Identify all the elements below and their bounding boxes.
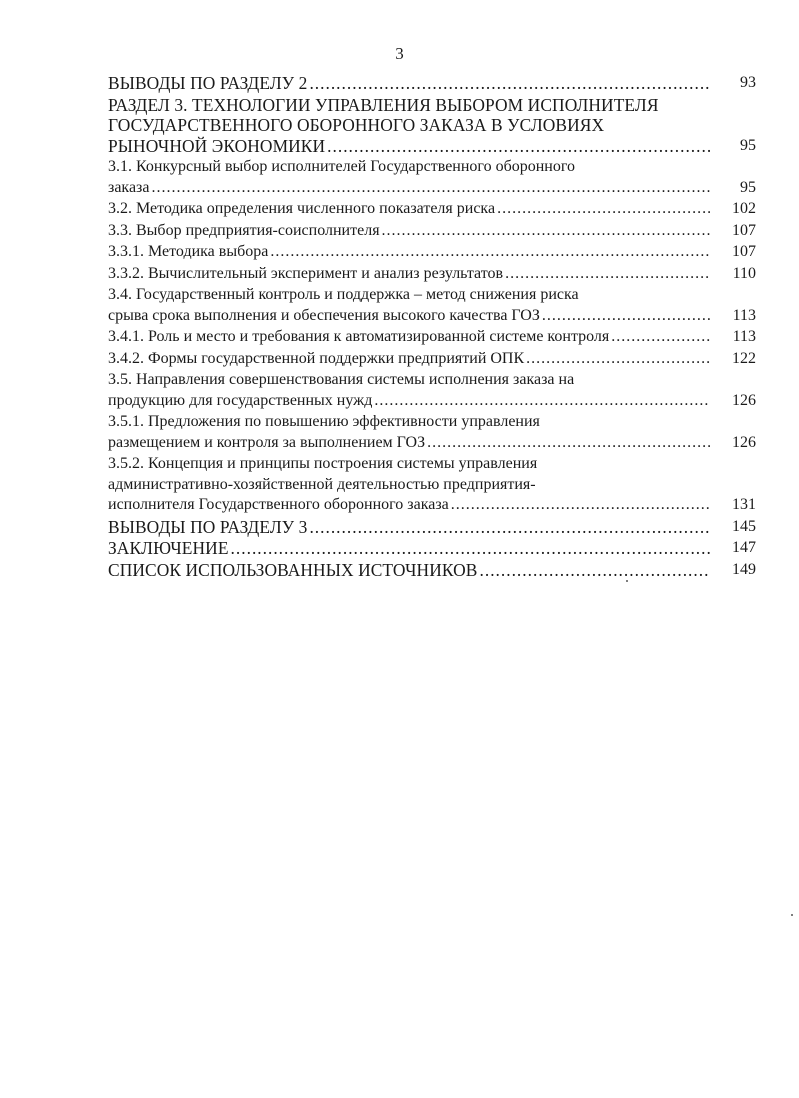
- toc-entry-line: [108, 73, 710, 94]
- dot-leader: [611, 327, 710, 348]
- dot-leader: [309, 517, 710, 538]
- dot-leader: [451, 495, 710, 516]
- toc-entry: [108, 199, 756, 220]
- toc-entry-page: 107: [732, 221, 756, 239]
- toc-entry-line: [108, 433, 710, 454]
- toc-entry-line: [108, 306, 710, 327]
- toc-entry-line-text: РАЗДЕЛ 3. ТЕХНОЛОГИИ УПРАВЛЕНИЯ ВЫБОРОМ ИСПОЛНИТЕЛЯ: [108, 94, 659, 115]
- toc-entry-line-text: ЗАКЛЮЧЕНИЕ: [108, 538, 229, 558]
- toc-entry-page: 126: [732, 391, 756, 409]
- toc-entry-page: 145: [732, 517, 756, 535]
- toc-entry-line-text: 3.3.2. Вычислительный эксперимент и анализ результатов: [108, 264, 504, 282]
- toc-entry-page: 95: [740, 178, 756, 196]
- toc-entry-line-text: административно-хозяйственной деятельностью предприятия-: [108, 475, 536, 493]
- toc-entry-page: 93: [740, 74, 756, 91]
- toc-entry-title: [108, 538, 710, 559]
- toc-entry: [108, 264, 756, 285]
- toc-entry-line: [108, 136, 710, 157]
- scan-speck: [626, 580, 628, 582]
- toc-entry-line-text: 3.1. Конкурсный выбор исполнителей Государственного оборонного: [108, 158, 576, 175]
- toc-entry-line-text: 3.5.2. Концепция и принципы построения системы управления: [108, 455, 538, 472]
- toc-entry-line-text: 3.2. Методика определения численного показателя риска: [108, 200, 496, 217]
- toc-entry-line-text: ВЫВОДЫ ПО РАЗДЕЛУ 2: [108, 73, 308, 93]
- toc-entry-line-text: РЫНОЧНОЙ ЭКОНОМИКИ: [108, 135, 326, 156]
- toc-entry-page: 126: [732, 433, 756, 451]
- toc-entry-line: [108, 242, 710, 263]
- toc-entry-page: 147: [732, 539, 756, 556]
- toc-entry-line: [108, 454, 710, 475]
- toc-entry-line: [108, 517, 710, 538]
- toc-entry-page: 110: [732, 264, 756, 282]
- toc-entry-page: 131: [732, 496, 756, 513]
- dot-leader: [542, 306, 710, 327]
- dot-leader: [497, 199, 710, 220]
- toc-entry-line-text: срыва срока выполнения и обеспечения высокого качества ГОЗ: [108, 306, 540, 324]
- toc-entry-line: [108, 560, 710, 581]
- toc-entry-line: [108, 349, 710, 370]
- toc-entry-line: [108, 178, 710, 199]
- toc-entry-title: [108, 327, 710, 348]
- dot-leader: [231, 538, 710, 559]
- toc-entry-page: 113: [732, 306, 756, 324]
- toc-entry: [108, 454, 756, 516]
- toc-entry-page: 122: [732, 349, 756, 367]
- page-number: 3: [395, 44, 404, 63]
- toc-entry-title: [108, 370, 710, 411]
- toc-entry-line-text: СПИСОК ИСПОЛЬЗОВАННЫХ ИСТОЧНИКОВ: [108, 559, 478, 580]
- toc-entry-page: 113: [732, 328, 756, 345]
- toc-entry-title: [108, 221, 710, 242]
- toc-entry: [108, 412, 756, 453]
- toc-entry-line: [108, 221, 710, 242]
- toc-entry: [108, 157, 756, 198]
- table-of-contents: [108, 73, 756, 581]
- toc-entry: [108, 73, 756, 94]
- toc-entry-line-text: ГОСУДАРСТВЕННОГО ОБОРОННОГО ЗАКАЗА В УСЛОВИЯХ: [108, 115, 605, 135]
- toc-entry-line: [108, 495, 710, 516]
- toc-entry-line-text: 3.5.1. Предложения по повышению эффективности управления: [108, 413, 540, 430]
- toc-entry-line: [108, 391, 710, 412]
- toc-entry-page: 149: [732, 560, 756, 578]
- toc-entry: [108, 242, 756, 263]
- toc-entry-page: 102: [732, 200, 756, 217]
- toc-entry: [108, 327, 756, 348]
- dot-leader: [327, 136, 710, 157]
- toc-entry-title: [108, 349, 710, 370]
- toc-entry-title: [108, 73, 710, 94]
- toc-entry: [108, 538, 756, 559]
- toc-entry-title: [108, 242, 710, 263]
- toc-entry-title: [108, 517, 710, 538]
- toc-entry-line-text: 3.3.1. Методика выбора: [108, 243, 269, 260]
- toc-entry-title: [108, 264, 710, 285]
- dot-leader: [526, 349, 710, 370]
- toc-entry-line: [108, 95, 710, 116]
- toc-entry-line-text: 3.3. Выбор предприятия-соисполнителя: [108, 221, 380, 239]
- toc-entry-line: [108, 412, 710, 433]
- toc-entry-title: [108, 412, 710, 453]
- toc-entry-line-text: 3.4.2. Формы государственной поддержки предприятий ОПК: [108, 349, 525, 367]
- toc-entry: [108, 285, 756, 326]
- toc-entry-line-text: размещением и контроля за выполнением ГОЗ: [108, 433, 426, 451]
- toc-entry-line-text: продукцию для государственных нужд: [108, 391, 373, 409]
- toc-entry-line: [108, 199, 710, 220]
- toc-entry: [108, 370, 756, 411]
- toc-entry: [108, 517, 756, 538]
- dot-leader: [374, 391, 710, 412]
- toc-entry-title: [108, 95, 710, 157]
- toc-entry-line-text: заказа: [108, 178, 150, 196]
- toc-entry-page: 107: [732, 243, 756, 260]
- toc-entry-line: [108, 327, 710, 348]
- toc-entry: [108, 221, 756, 242]
- toc-entry-title: [108, 285, 710, 326]
- toc-entry-line-text: исполнителя Государственного оборонного заказа: [108, 496, 449, 513]
- dot-leader: [480, 560, 711, 581]
- toc-entry-line: [108, 264, 710, 285]
- toc-entry-line-text: ВЫВОДЫ ПО РАЗДЕЛУ 3: [108, 516, 308, 537]
- toc-entry-line-text: 3.5. Направления совершенствования системы исполнения заказа на: [108, 371, 575, 388]
- toc-entry-line: [108, 370, 710, 391]
- dot-leader: [309, 73, 710, 94]
- toc-entry-line: [108, 115, 710, 136]
- dot-leader: [382, 221, 710, 242]
- toc-entry-line-text: 3.4. Государственный контроль и поддержка – метод снижения риска: [108, 286, 579, 303]
- toc-entry-title: [108, 199, 710, 220]
- scan-speck: [791, 914, 793, 916]
- toc-entry-line: [108, 285, 710, 306]
- toc-entry-title: [108, 454, 710, 516]
- toc-entry: [108, 349, 756, 370]
- toc-entry: [108, 95, 756, 157]
- dot-leader: [505, 264, 710, 285]
- toc-entry-line: [108, 475, 710, 496]
- toc-entry-title: [108, 157, 710, 198]
- toc-entry-title: [108, 560, 710, 581]
- dot-leader: [151, 178, 710, 199]
- toc-entry-line: [108, 538, 710, 559]
- toc-entry: [108, 560, 756, 581]
- toc-entry-line-text: 3.4.1. Роль и место и требования к автоматизированной системе контроля: [108, 328, 610, 345]
- dot-leader: [270, 242, 710, 263]
- toc-entry-line: [108, 157, 710, 178]
- dot-leader: [427, 433, 710, 454]
- toc-entry-page: 95: [740, 136, 756, 154]
